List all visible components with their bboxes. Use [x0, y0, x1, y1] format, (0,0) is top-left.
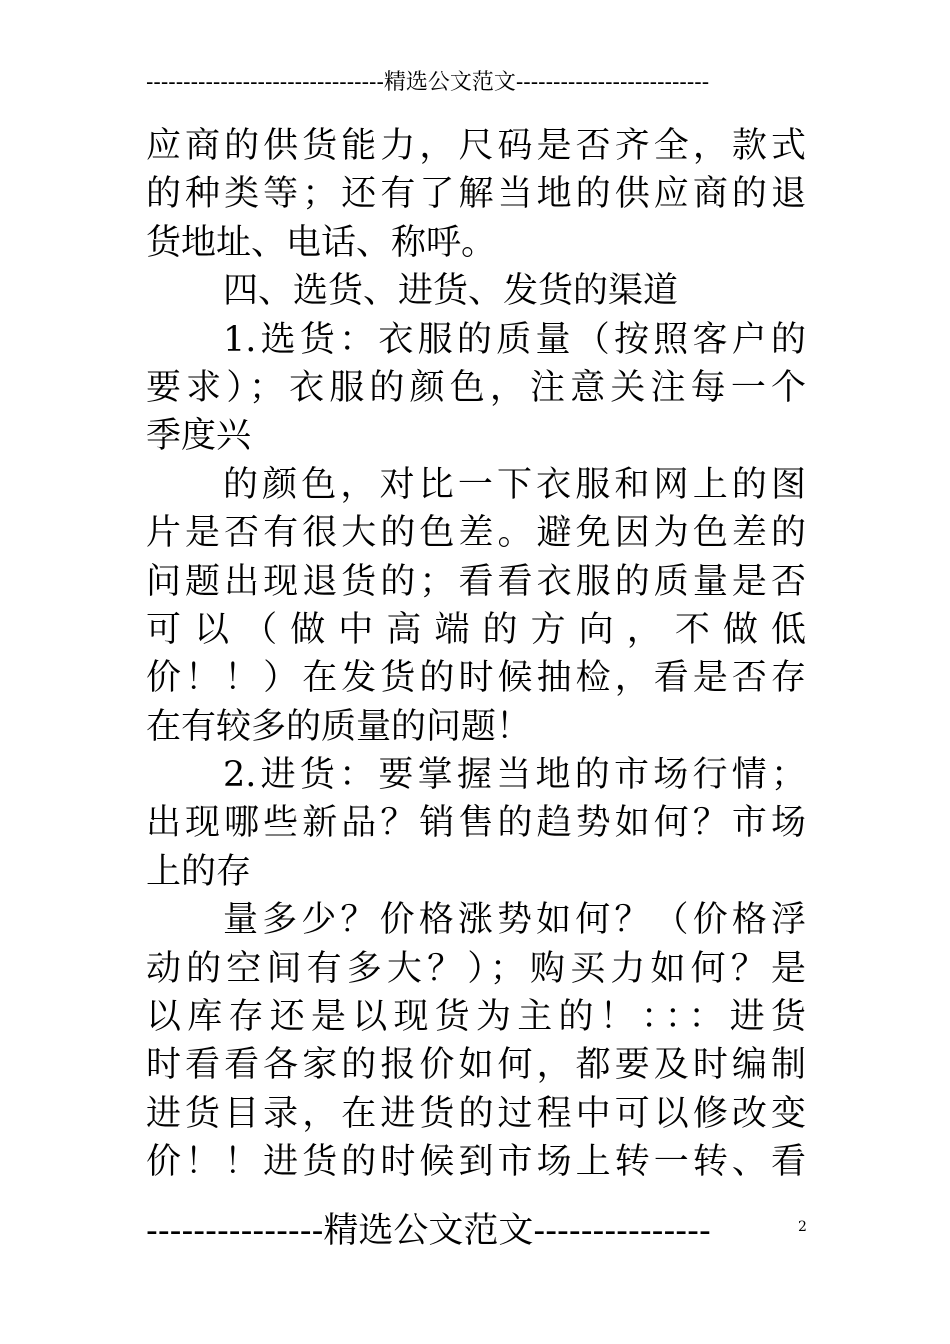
text-line: 片是否有很大的色差。避免因为色差的 [146, 513, 806, 554]
text-line: 以库存还是以现货为主的！：：：进货 [146, 997, 806, 1038]
page-number: 2 [798, 1219, 807, 1235]
text-line: 动的空间有多大？）；购买力如何？是 [146, 948, 806, 989]
text-line: 应商的供货能力，尺码是否齐全，款式 [146, 126, 806, 166]
text-line: 量多少？价格涨势如何？（价格浮 [223, 900, 806, 941]
text-line: 可以（做中高端的方向，不做低 [146, 609, 806, 650]
text-line: 要求）；衣服的颜色，注意关注每一个 [146, 367, 806, 408]
text-line: 进货目录，在进货的过程中可以修改变 [146, 1093, 806, 1134]
text-line: 在有较多的质量的问题！ [146, 706, 532, 747]
document-body [146, 122, 806, 1187]
text-line: 的种类等；还有了解当地的供应商的退 [146, 174, 806, 215]
page-header: --------------------------------精选公文范文-------------------------- [146, 70, 710, 95]
text-line: 时看看各家的报价如何，都要及时编制 [146, 1045, 806, 1086]
section-heading: 四、选货、进货、发货的渠道 [223, 271, 679, 312]
text-line: 2.进货：要掌握当地的市场行情； [223, 755, 806, 796]
text-line: 1.选货：衣服的质量（按照客户的 [223, 319, 806, 360]
page-footer: ---------------精选公文范文--------------- [146, 1211, 711, 1251]
text-line: 价！！）在发货的时候抽检，看是否存 [146, 658, 806, 699]
text-line: 季度兴 [146, 416, 252, 457]
text-line: 出现哪些新品？销售的趋势如何？市场 [146, 803, 806, 844]
text-line: 货地址、电话、称呼。 [146, 222, 497, 263]
text-line: 问题出现退货的；看看衣服的质量是否 [146, 561, 806, 602]
text-line: 的颜色，对比一下衣服和网上的图 [223, 464, 806, 505]
text-line: 价！！进货的时候到市场上转一转、看 [146, 1142, 806, 1183]
text-line: 上的存 [146, 851, 252, 892]
